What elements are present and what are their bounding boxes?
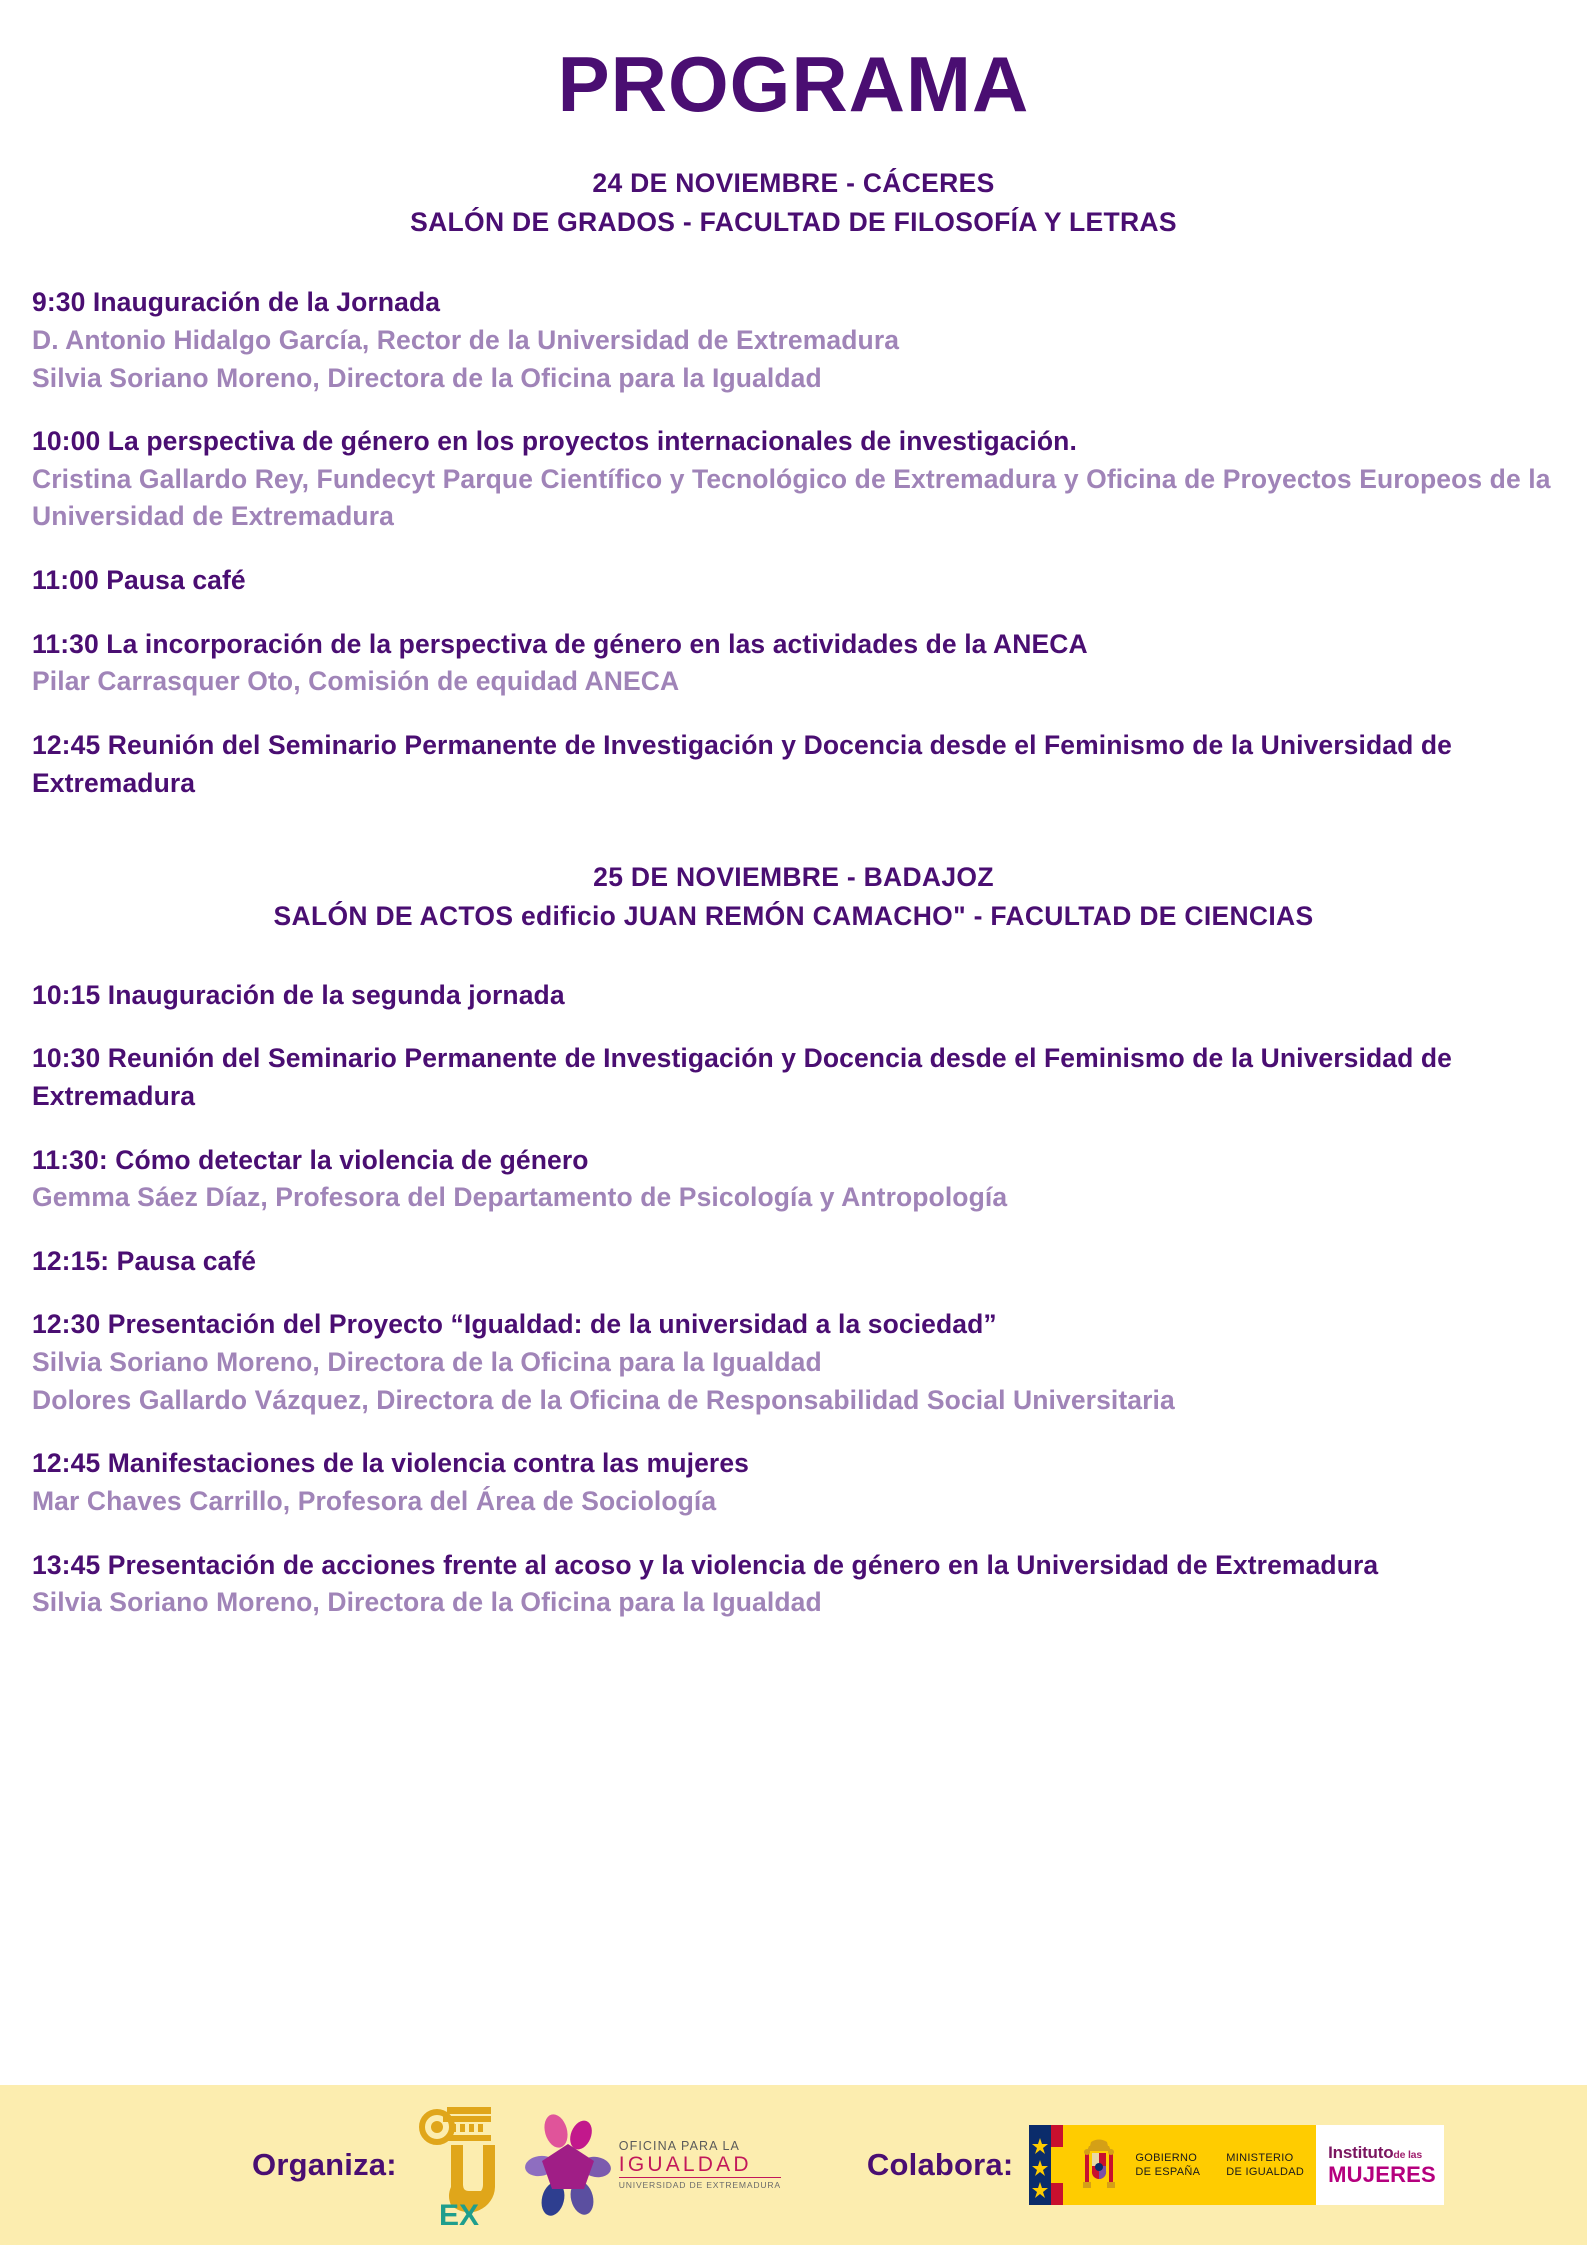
program-entry [32, 1142, 1555, 1217]
day1-header-line1: 24 DE NOVIEMBRE - CÁCERES [592, 167, 995, 198]
program-entry [32, 284, 1555, 397]
title-block [0, 0, 1587, 126]
program-entry [32, 727, 1555, 802]
day1-header-line2: SALÓN DE GRADOS - FACULTAD DE FILOSOFÍA Y LETRAS [410, 207, 1177, 238]
gobierno-line2: DE ESPAÑA [1135, 2166, 1201, 2178]
colabora-label: Colabora: [866, 2147, 1014, 2182]
ministerio-text [1226, 2151, 1304, 2179]
program-entry-speaker: Pilar Carrasquer Oto, Comisión de equidad ANECA [32, 666, 680, 697]
oficina-igualdad-logo [525, 2111, 781, 2219]
program-entry-title: 10:00 La perspectiva de género en los proyectos internacionales de investigación. [32, 426, 1077, 457]
program-entry-speaker: Silvia Soriano Moreno, Directora de la Oficina para la Igualdad [32, 1347, 822, 1378]
day2-program-list [0, 977, 1587, 1622]
program-entry-speaker: Cristina Gallardo Rey, Fundecyt Parque Científico y Tecnológico de Extremadura y Oficina de Proyectos Europeos de la Universidad de Extremadura [32, 463, 1551, 532]
program-entry [32, 562, 1555, 600]
program-entry [32, 1306, 1555, 1419]
gobierno-text [1135, 2151, 1200, 2179]
instituto-mujeres-logo [1316, 2125, 1444, 2205]
program-entry-title: 13:45 Presentación de acciones frente al acoso y la violencia de género en la Universidad de Extremadura [32, 1549, 1379, 1580]
uex-logo [411, 2101, 507, 2229]
program-entry [32, 1445, 1555, 1520]
program-entry [32, 977, 1555, 1015]
spain-flag-bar-icon [1029, 2125, 1063, 2205]
instituto-word: Instituto [1328, 2143, 1394, 2163]
program-entry-title: 11:30 La incorporación de la perspectiva de género en las actividades de la ANECA [32, 628, 1088, 659]
spain-coat-of-arms-icon [1075, 2134, 1123, 2196]
instituto-mujeres-line2: MUJERES [1328, 2162, 1436, 2188]
program-entry-title: 11:30: Cómo detectar la violencia de género [32, 1144, 589, 1175]
program-entry-title: 9:30 Inauguración de la Jornada [32, 287, 441, 318]
program-entry-title: 12:15: Pausa café [32, 1245, 257, 1276]
delas-word: de las [1393, 2149, 1422, 2162]
instituto-mujeres-line1 [1328, 2143, 1444, 2163]
svg-text:EX: EX [438, 2199, 479, 2229]
program-entry-title: 12:45 Reunión del Seminario Permanente de Investigación y Docencia desde el Feminismo de la Universidad de Extremadura [32, 729, 1452, 798]
program-entry-title: 12:30 Presentación del Proyecto “Igualdad: de la universidad a la sociedad” [32, 1309, 997, 1340]
organiza-label: Organiza: [252, 2147, 397, 2182]
day2-header-line2: SALÓN DE ACTOS edificio JUAN REMÓN CAMACHO" - FACULTAD DE CIENCIAS [273, 901, 1314, 932]
igualdad-line3: UNIVERSIDAD DE EXTREMADURA [618, 2180, 781, 2191]
gobierno-espana-logo [1029, 2125, 1444, 2205]
program-entry [32, 1040, 1555, 1115]
igualdad-logo-text [619, 2140, 781, 2190]
program-entry [32, 1547, 1555, 1622]
program-entry-title: 10:15 Inauguración de la segunda jornada [32, 979, 565, 1010]
page-title: PROGRAMA [557, 40, 1030, 128]
igualdad-line1: OFICINA PARA LA [618, 2138, 740, 2153]
program-entry-speaker: Mar Chaves Carrillo, Profesora del Área de Sociología [32, 1485, 717, 1516]
program-entry-title: 11:00 Pausa café [32, 565, 246, 596]
program-entry-speaker: Silvia Soriano Moreno, Directora de la Oficina para la Igualdad [32, 1587, 822, 1618]
program-entry-speaker: D. Antonio Hidalgo García, Rector de la Universidad de Extremadura [32, 324, 900, 355]
program-entry [32, 423, 1555, 536]
program-entry-speaker: Silvia Soriano Moreno, Directora de la Oficina para la Igualdad [32, 362, 822, 393]
program-entry-speaker: Dolores Gallardo Vázquez, Directora de la Oficina de Responsabilidad Social Universitaria [32, 1384, 1175, 1415]
gobierno-yellow-panel [1029, 2125, 1316, 2205]
igualdad-line2: IGUALDAD [619, 2154, 781, 2178]
program-entry-title: 12:45 Manifestaciones de la violencia contra las mujeres [32, 1448, 749, 1479]
ministerio-line1: MINISTERIO [1226, 2151, 1294, 2164]
day2-header-line1: 25 DE NOVIEMBRE - BADAJOZ [593, 862, 994, 893]
day1-program-list [0, 284, 1587, 802]
day2-header [0, 858, 1587, 936]
day1-header [0, 164, 1587, 242]
program-entry [32, 626, 1555, 701]
footer-sponsors-bar [0, 2085, 1587, 2245]
program-entry [32, 1243, 1555, 1281]
program-entry-title: 10:30 Reunión del Seminario Permanente de Investigación y Docencia desde el Feminismo de la Universidad de Extremadura [32, 1043, 1452, 1111]
ministerio-line2: DE IGUALDAD [1226, 2166, 1305, 2178]
program-entry-speaker: Gemma Sáez Díaz, Profesora del Departamento de Psicología y Antropología [32, 1182, 1008, 1213]
gobierno-line1: GOBIERNO [1135, 2151, 1198, 2164]
